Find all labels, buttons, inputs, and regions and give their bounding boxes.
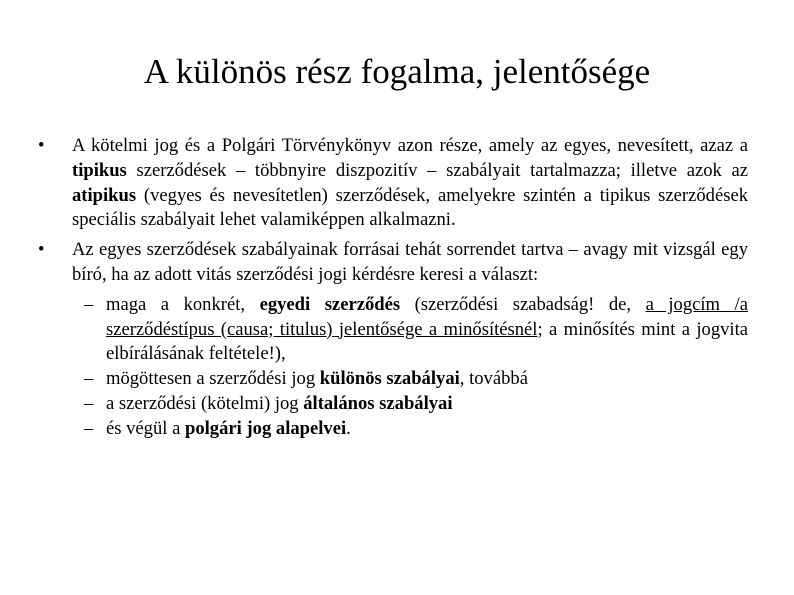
sub-text: , továbbá (459, 368, 528, 390)
sub-text: maga a konkrét, (106, 293, 260, 315)
bold-term-kulonos-szabalyai: különös szabályai (319, 368, 460, 390)
sub-text: (szerződési szabadság! de, (400, 293, 646, 315)
bold-term-altalanos-szabalyai: általános szabályai (303, 392, 453, 414)
bullet-text: (vegyes és nevesítetlen) szerződések, amelyekre szintén a tipikus szerződések speciális szabályait lehet valamiképpen alkalmazni. (72, 184, 748, 231)
dash-icon: – (84, 392, 94, 414)
dash-icon: – (84, 368, 94, 390)
bullet-icon: • (38, 135, 45, 156)
bullet-text: szerződések – többnyire diszpozitív – szabályait tartalmazza; illetve azok az (126, 159, 748, 181)
sub-text: és végül a (106, 417, 185, 439)
slide-title: A különös rész fogalma, jelentősége (143, 52, 651, 91)
bold-term-egyedi-szerzodes: egyedi szerződés (259, 293, 401, 315)
sub-text: mögöttesen a szerződési jog (106, 368, 320, 390)
bold-term-polgari-jog-alapelvei: polgári jog alapelvei (185, 417, 347, 439)
sub-item-4 (32, 417, 748, 442)
sub-item-1 (32, 293, 748, 367)
dash-icon: – (84, 417, 94, 439)
bullet-item-1 (32, 134, 748, 233)
underlined-phrase: a jogcím /a szerződéstípus (causa; titulus) jelentősége a minősítésnél (106, 293, 748, 340)
bullet-text: A kötelmi jog és a Polgári Törvénykönyv azon része, amely az egyes, nevesített, azaz a (72, 135, 748, 156)
sub-text: . (346, 417, 351, 439)
bullet-icon: • (38, 239, 45, 261)
bullet-item-2 (32, 238, 748, 288)
sub-item-3 (32, 392, 748, 417)
bullet-text: Az egyes szerződések szabályainak forrásai tehát sorrendet tartva – avagy mit vizsgál egy bíró, ha az adott vitás szerződési jogi kérdésre keresi a választ: (72, 239, 748, 285)
dash-icon: – (84, 293, 94, 315)
slide-body (32, 134, 748, 442)
sub-text: a szerződési (kötelmi) jog (106, 392, 304, 414)
bold-term-tipikus: tipikus (72, 159, 127, 181)
sub-item-2 (32, 367, 748, 392)
bold-term-atipikus: atipikus (72, 184, 137, 206)
sub-text: ; a minősítés mint a jogvita elbírálásának feltétele!), (106, 318, 748, 365)
